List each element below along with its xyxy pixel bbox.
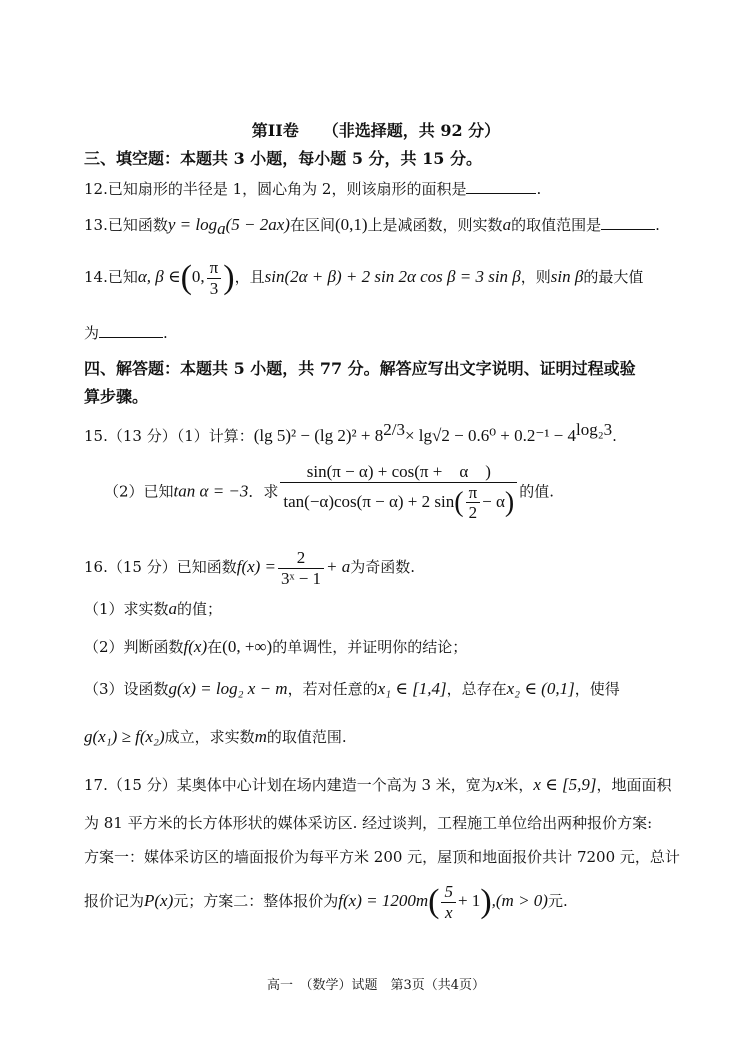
q16-p3: （3）设函数 (84, 680, 169, 698)
q15-p2-den-a: tan(−α)cos(π − α) + 2 sin (283, 491, 455, 511)
q13-arg: (5 − 2ax) (225, 215, 290, 234)
q14-end: . (163, 324, 168, 342)
question-13 (84, 214, 660, 239)
q13-end: . (655, 216, 660, 234)
q16-p2: （2）判断函数 (84, 638, 184, 656)
q12-text: 12.已知扇形的半径是 1，圆心角为 2，则该扇形的面积是 (84, 180, 467, 198)
question-16-part3 (84, 678, 620, 699)
question-16-part3-line2 (84, 726, 347, 747)
q15-p2-den-fden: 2 (468, 503, 478, 523)
q16-p3-line2a: g(x₁) ≥ f(x₂) (84, 727, 165, 746)
q17-fraction (441, 882, 456, 922)
q14-sinb: sin β (550, 267, 584, 287)
q17-frac-num: 5 (444, 882, 453, 901)
q16-p3-end: ，使得 (574, 680, 620, 698)
q17-l4p: P(x) (144, 891, 174, 911)
q16-p3-mid: ，若对任意的 (287, 680, 378, 698)
q14-tail: 的最大值 (583, 268, 644, 287)
q15-p2-den-b: − α (482, 491, 505, 511)
question-17-line4: 报价记为P(x)元；方案二：整体报价为f(x) = 1200m( $\frac{5}{x}$ + 1),(m > 0)元. (84, 882, 568, 922)
q17-l1a: 17.（15 分）某奥体中心计划在场内建造一个高为 3 米，宽为 (84, 776, 496, 794)
q12-answer-blank (466, 178, 536, 194)
q17-end: 元. (547, 892, 568, 911)
q16-p3-mid2: ，总存在 (446, 680, 507, 698)
question-16-part1 (84, 598, 222, 619)
q17-l1b: 米， (503, 776, 534, 794)
q14-mid: ，且 (234, 268, 265, 287)
q14-frac-den: 3 (209, 278, 219, 298)
question-16-part2 (84, 636, 467, 657)
q17-l4b: 元；方案二：整体报价为 (173, 892, 339, 911)
q15-p2-num: sin(π − α) + cos(π + α ) (306, 462, 491, 481)
q14-mid2: ，则 (520, 268, 551, 287)
q13-lead: 13.已知函数 (84, 216, 168, 234)
page-footer: 高一 （数学）试题 第3页（共4页） (266, 978, 486, 993)
section4-heading-2: 算步骤。 (84, 387, 149, 406)
section4-heading-1: 四、解答题：本题共 5 小题，共 77 分。解答应写出文字说明、证明过程或验 (84, 359, 636, 378)
q16-fraction (278, 548, 324, 588)
q16-fx: f(x) = (236, 557, 277, 577)
question-17-line3: 方案一：媒体采访区的墙面报价为每平方米 200 元，屋顶和地面报价共计 7200 元，总计 (84, 848, 680, 866)
q16-p1: （1）求实数 (84, 600, 169, 618)
q16-den: 3ˣ − 1 (281, 568, 322, 588)
section3-heading: 三、填空题：本题共 3 小题，每小题 5 分，共 15 分。 (84, 149, 482, 168)
q16-p3-m: m (254, 727, 267, 746)
question-17-line2: 为 81 平方米的长方体形状的媒体采访区. 经过谈判，工程施工单位给出两种报价方案: (84, 814, 653, 832)
q16-p2-mid: 在 (207, 638, 223, 656)
q16-p3-x2: x₂ ∈ (0,1] (506, 679, 575, 698)
q16-p2-f: f(x) (183, 637, 208, 656)
q17-cond: ,(m > 0) (491, 891, 548, 911)
question-15-part1 (84, 420, 617, 446)
q15-p2-fraction (280, 462, 517, 523)
q15-p2-end: 的值. (519, 482, 555, 501)
q14-answer-blank (99, 322, 163, 338)
question-14-line2 (84, 322, 168, 343)
q17-l4a: 报价记为 (84, 892, 145, 911)
q16-p3-line2c: 的取值范围. (266, 728, 347, 746)
q13-mid3: 的取值范围是 (511, 216, 602, 234)
q17-frac-den: x (444, 902, 453, 922)
question-14: 14.已知α, β ∈(0, $\frac{\pi}{3}$ )，且sin(2α + β) + 2 sin 2α cos β = 3 sin β，则sin β的最大值 (84, 258, 644, 298)
q13-var: a (502, 215, 512, 234)
question-16 (84, 548, 415, 588)
q15-lead: 15.（13 分）（1）计算： (84, 427, 254, 445)
q14-frac-num: π (209, 258, 219, 277)
q15-p2-mid: ．求 (248, 482, 279, 501)
q16-p1-end: 的值； (177, 600, 223, 618)
q17-l1int: x ∈ [5,9] (533, 775, 597, 794)
q17-l4f: f(x) = 1200m (338, 891, 429, 911)
q16-lead: 16.（15 分）已知函数 (84, 558, 237, 577)
q14-fraction (207, 258, 222, 298)
q14-equation: sin(2α + β) + 2 sin 2α cos β = 3 sin β (264, 267, 521, 287)
q13-answer-blank (601, 214, 655, 230)
q15-p2-den: tan(−α)cos(π − α) + 2 sin( $\frac{\pi}{2}$ − α) (283, 482, 515, 523)
q14-line2: 为 (84, 324, 100, 342)
question-15-part2 (104, 462, 554, 523)
q13-mid2: 上是减函数，则实数 (367, 216, 503, 234)
q17-l1c: ，地面面积 (596, 776, 672, 794)
q16-p3-line2b: 成立，求实数 (164, 728, 255, 746)
q15-p2-cond: tan α = −3 (173, 481, 249, 501)
q16-p1-var: a (168, 599, 178, 618)
question-17-line1 (84, 774, 672, 795)
q13-base: a (217, 219, 226, 238)
part-title: 第II卷 （非选择题，共 92 分） (251, 121, 501, 140)
q16-tail: 为奇函数. (350, 558, 416, 577)
q14-zero: 0, (191, 267, 205, 287)
q16-p2-end: 的单调性，并证明你的结论； (272, 638, 468, 656)
q13-func: y = log (167, 215, 218, 234)
q16-plus: + a (326, 557, 351, 577)
q15-p2-lead: （2）已知 (104, 482, 174, 501)
q15-expr2: × lg√2 − 0.6⁰ + 0.2⁻¹ − 4 (404, 426, 577, 445)
q15-exp2: log₂3 (576, 420, 613, 439)
q16-p2-int: (0, +∞) (222, 637, 273, 656)
question-12 (84, 178, 541, 199)
q14-vars: α, β ∈ (137, 267, 181, 287)
q16-num: 2 (296, 548, 306, 567)
q12-end: . (536, 180, 542, 198)
q17-l1x: x (495, 775, 504, 794)
q13-interval: (0,1) (334, 215, 368, 234)
q16-p3-g: g(x) = log₂ x − m (168, 679, 288, 698)
q14-lead: 14.已知 (84, 268, 138, 287)
q15-end: . (612, 427, 617, 445)
q15-p2-den-frac (466, 483, 481, 523)
q13-mid1: 在区间 (289, 216, 335, 234)
q15-p2-den-fnum: π (468, 482, 478, 502)
q16-p3-x1: x₁ ∈ [1,4] (377, 679, 447, 698)
q17-plus: + 1 (457, 891, 481, 911)
q15-exp: 2/3 (383, 420, 405, 439)
q15-expr: (lg 5)² − (lg 2)² + 8 (253, 426, 384, 445)
